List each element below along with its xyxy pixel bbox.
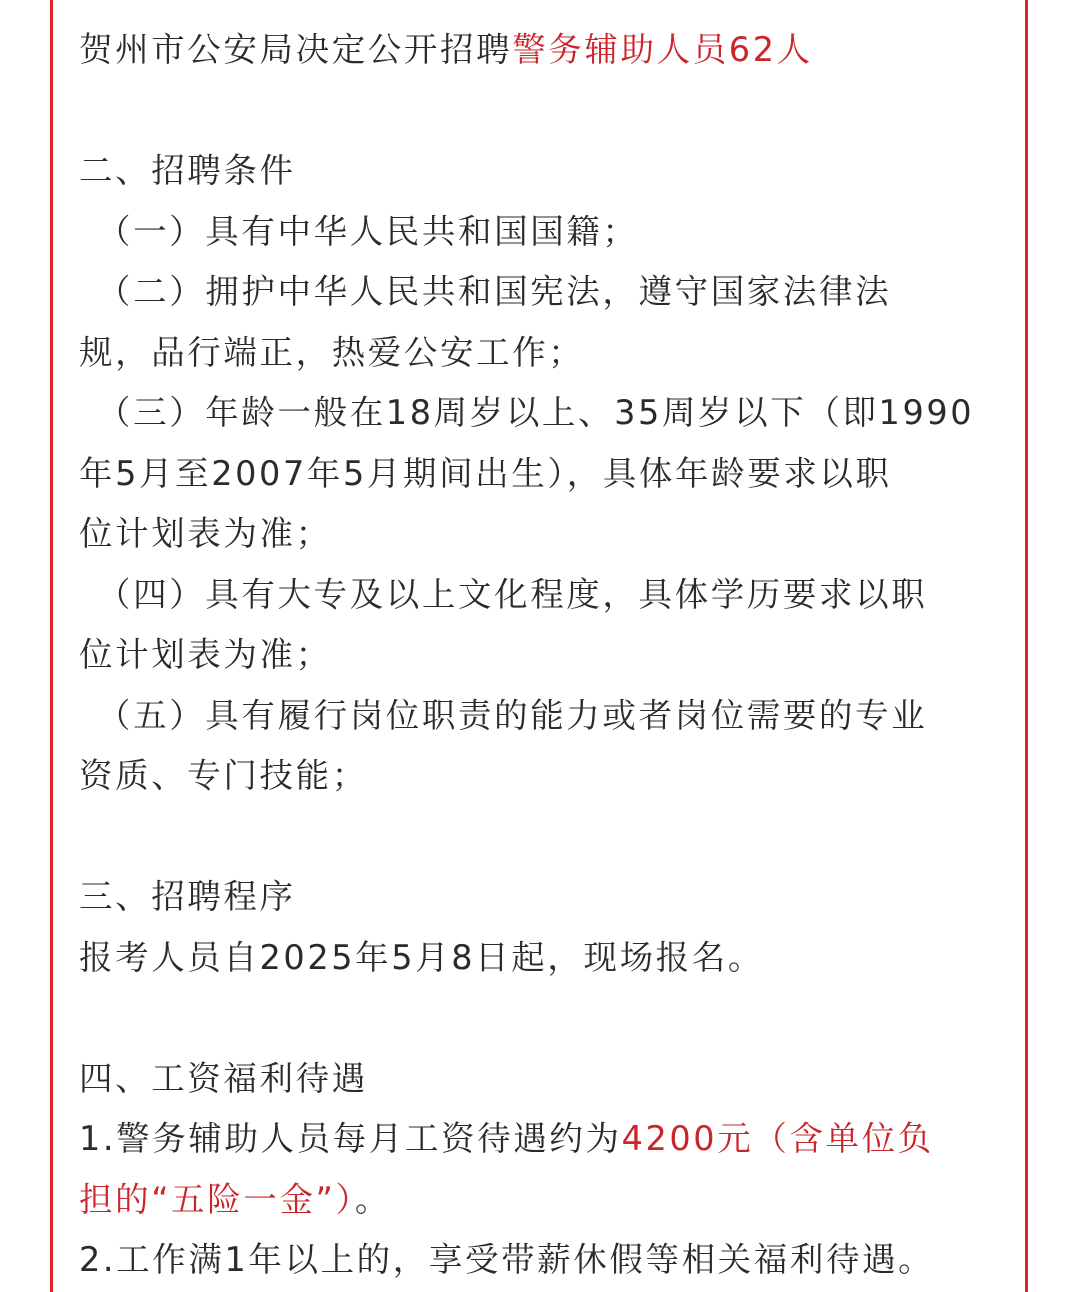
paragraph-gap <box>79 988 1000 1049</box>
section3-line: 报考人员自2025年5月8日起，现场报名。 <box>79 937 764 977</box>
benefit-line: 2.工作满1年以上的，享受带薪休假等相关福利待遇。 <box>79 1240 935 1279</box>
condition-line-1: （一）具有中华人民共和国国籍； <box>97 211 639 251</box>
salary-highlight-a: 4200元（含单位负 <box>621 1119 934 1158</box>
condition-line-8: 位计划表为准； <box>79 635 332 674</box>
intro-line <box>79 20 1000 81</box>
condition-line-7: （四）具有大专及以上文化程度，具体学历要求以职 <box>97 574 928 614</box>
salary-prefix: 1.警务辅助人员每月工资待遇约为 <box>79 1119 622 1158</box>
condition-line-2: （二）拥护中华人民共和国宪法，遵守国家法律法 <box>97 272 892 311</box>
condition-line-4: （三）年龄一般在18周岁以上、35周岁以下（即1990 <box>97 393 975 432</box>
salary-line-2 <box>79 1170 1000 1231</box>
announcement-body <box>79 20 1000 1291</box>
section4-heading: 四、工资福利待遇 <box>79 1058 368 1098</box>
left-border-line <box>50 0 53 1292</box>
condition-line-5: 年5月至2007年5月期间出生），具体年龄要求以职 <box>79 453 892 493</box>
condition-line-6: 位计划表为准； <box>79 514 332 553</box>
condition-line-9: （五）具有履行岗位职责的能力或者岗位需要的专业 <box>97 695 928 735</box>
salary-highlight-b: 担的“五险一金”） <box>79 1179 355 1219</box>
salary-line-1 <box>79 1109 1000 1170</box>
salary-suffix: 。 <box>354 1179 391 1219</box>
intro-highlight: 警务辅助人员62人 <box>512 30 813 69</box>
section2-heading: 二、招聘条件 <box>79 151 296 190</box>
condition-line-10: 资质、专门技能； <box>79 756 368 795</box>
paragraph-gap <box>79 807 1000 868</box>
section3-heading: 三、招聘程序 <box>79 877 296 916</box>
right-border-line <box>1025 0 1028 1292</box>
intro-text: 贺州市公安局决定公开招聘 <box>79 30 513 69</box>
paragraph-gap <box>79 81 1000 142</box>
condition-line-3: 规，品行端正，热爱公安工作； <box>79 332 585 372</box>
